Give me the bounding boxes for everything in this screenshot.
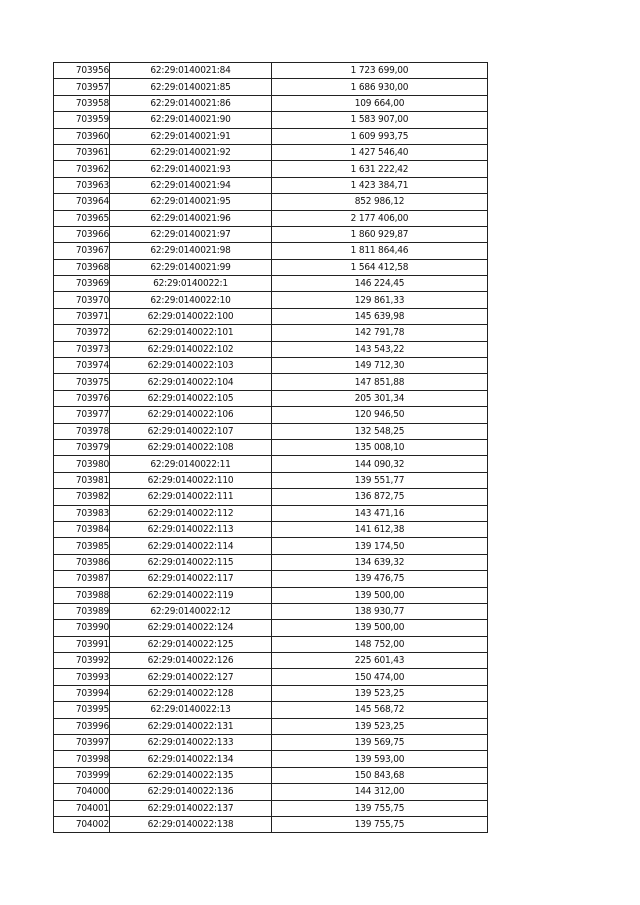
row-number-cell: 703983 bbox=[54, 505, 110, 521]
table-row bbox=[54, 374, 488, 390]
row-number-cell: 703984 bbox=[54, 521, 110, 537]
cadastral-number-cell: 62:29:0140022:102 bbox=[110, 341, 272, 357]
row-number-cell: 703961 bbox=[54, 144, 110, 160]
table-row bbox=[54, 685, 488, 701]
cadastral-value-cell: 139 174,50 bbox=[272, 538, 488, 554]
table-row bbox=[54, 407, 488, 423]
cadastral-number-cell: 62:29:0140021:92 bbox=[110, 144, 272, 160]
row-number-cell: 703986 bbox=[54, 554, 110, 570]
cadastral-number-cell: 62:29:0140022:104 bbox=[110, 374, 272, 390]
table-row bbox=[54, 505, 488, 521]
cadastral-value-cell: 852 986,12 bbox=[272, 194, 488, 210]
cadastral-number-cell: 62:29:0140022:125 bbox=[110, 636, 272, 652]
table-row bbox=[54, 95, 488, 111]
row-number-cell: 704000 bbox=[54, 784, 110, 800]
table-row bbox=[54, 390, 488, 406]
row-number-cell: 703996 bbox=[54, 718, 110, 734]
cadastral-value-cell: 150 474,00 bbox=[272, 669, 488, 685]
table-row bbox=[54, 456, 488, 472]
cadastral-value-cell: 138 930,77 bbox=[272, 603, 488, 619]
cadastral-value-cell: 150 843,68 bbox=[272, 767, 488, 783]
row-number-cell: 703959 bbox=[54, 112, 110, 128]
cadastral-value-cell: 139 551,77 bbox=[272, 472, 488, 488]
table-row bbox=[54, 735, 488, 751]
cadastral-value-cell: 1 583 907,00 bbox=[272, 112, 488, 128]
row-number-cell: 703988 bbox=[54, 587, 110, 603]
row-number-cell: 703972 bbox=[54, 325, 110, 341]
cadastral-number-cell: 62:29:0140022:136 bbox=[110, 784, 272, 800]
row-number-cell: 703992 bbox=[54, 653, 110, 669]
table-row bbox=[54, 636, 488, 652]
cadastral-value-cell: 139 569,75 bbox=[272, 735, 488, 751]
table-row bbox=[54, 210, 488, 226]
table-row bbox=[54, 79, 488, 95]
cadastral-number-cell: 62:29:0140022:117 bbox=[110, 571, 272, 587]
row-number-cell: 703967 bbox=[54, 243, 110, 259]
table-row bbox=[54, 439, 488, 455]
table-row bbox=[54, 276, 488, 292]
row-number-cell: 703989 bbox=[54, 603, 110, 619]
table-row bbox=[54, 587, 488, 603]
cadastral-number-cell: 62:29:0140021:95 bbox=[110, 194, 272, 210]
cadastral-number-cell: 62:29:0140022:137 bbox=[110, 800, 272, 816]
cadastral-value-table bbox=[53, 62, 488, 833]
table-row bbox=[54, 243, 488, 259]
row-number-cell: 703997 bbox=[54, 735, 110, 751]
cadastral-number-cell: 62:29:0140022:103 bbox=[110, 358, 272, 374]
table-row bbox=[54, 308, 488, 324]
table-row bbox=[54, 816, 488, 832]
cadastral-value-cell: 139 593,00 bbox=[272, 751, 488, 767]
cadastral-value-cell: 143 543,22 bbox=[272, 341, 488, 357]
cadastral-number-cell: 62:29:0140022:133 bbox=[110, 735, 272, 751]
row-number-cell: 703980 bbox=[54, 456, 110, 472]
cadastral-value-cell: 139 476,75 bbox=[272, 571, 488, 587]
cadastral-number-cell: 62:29:0140021:91 bbox=[110, 128, 272, 144]
cadastral-value-cell: 1 723 699,00 bbox=[272, 63, 488, 79]
table-row bbox=[54, 767, 488, 783]
cadastral-number-cell: 62:29:0140022:126 bbox=[110, 653, 272, 669]
table-row bbox=[54, 538, 488, 554]
row-number-cell: 703971 bbox=[54, 308, 110, 324]
table-row bbox=[54, 702, 488, 718]
cadastral-number-cell: 62:29:0140022:107 bbox=[110, 423, 272, 439]
cadastral-number-cell: 62:29:0140022:128 bbox=[110, 685, 272, 701]
cadastral-value-cell: 129 861,33 bbox=[272, 292, 488, 308]
cadastral-value-cell: 144 090,32 bbox=[272, 456, 488, 472]
cadastral-number-cell: 62:29:0140021:85 bbox=[110, 79, 272, 95]
table-body bbox=[54, 63, 488, 833]
row-number-cell: 703981 bbox=[54, 472, 110, 488]
cadastral-number-cell: 62:29:0140022:111 bbox=[110, 489, 272, 505]
cadastral-value-cell: 139 523,25 bbox=[272, 685, 488, 701]
cadastral-number-cell: 62:29:0140021:86 bbox=[110, 95, 272, 111]
cadastral-number-cell: 62:29:0140021:98 bbox=[110, 243, 272, 259]
row-number-cell: 703990 bbox=[54, 620, 110, 636]
cadastral-number-cell: 62:29:0140022:106 bbox=[110, 407, 272, 423]
cadastral-value-cell: 2 177 406,00 bbox=[272, 210, 488, 226]
row-number-cell: 703963 bbox=[54, 177, 110, 193]
cadastral-number-cell: 62:29:0140022:101 bbox=[110, 325, 272, 341]
row-number-cell: 703974 bbox=[54, 358, 110, 374]
table-row bbox=[54, 128, 488, 144]
table-row bbox=[54, 472, 488, 488]
table-row bbox=[54, 521, 488, 537]
cadastral-value-cell: 205 301,34 bbox=[272, 390, 488, 406]
cadastral-number-cell: 62:29:0140022:119 bbox=[110, 587, 272, 603]
cadastral-number-cell: 62:29:0140022:113 bbox=[110, 521, 272, 537]
cadastral-value-cell: 143 471,16 bbox=[272, 505, 488, 521]
table-row bbox=[54, 325, 488, 341]
cadastral-number-cell: 62:29:0140022:10 bbox=[110, 292, 272, 308]
row-number-cell: 703960 bbox=[54, 128, 110, 144]
cadastral-number-cell: 62:29:0140022:108 bbox=[110, 439, 272, 455]
row-number-cell: 703978 bbox=[54, 423, 110, 439]
row-number-cell: 703999 bbox=[54, 767, 110, 783]
table-row bbox=[54, 718, 488, 734]
cadastral-value-cell: 139 523,25 bbox=[272, 718, 488, 734]
cadastral-value-cell: 132 548,25 bbox=[272, 423, 488, 439]
table-row bbox=[54, 800, 488, 816]
table-row bbox=[54, 669, 488, 685]
cadastral-number-cell: 62:29:0140021:96 bbox=[110, 210, 272, 226]
cadastral-value-cell: 120 946,50 bbox=[272, 407, 488, 423]
cadastral-value-cell: 139 755,75 bbox=[272, 816, 488, 832]
cadastral-number-cell: 62:29:0140021:94 bbox=[110, 177, 272, 193]
row-number-cell: 703965 bbox=[54, 210, 110, 226]
table-row bbox=[54, 489, 488, 505]
row-number-cell: 704001 bbox=[54, 800, 110, 816]
table-row bbox=[54, 620, 488, 636]
row-number-cell: 703956 bbox=[54, 63, 110, 79]
table-row bbox=[54, 112, 488, 128]
cadastral-number-cell: 62:29:0140022:134 bbox=[110, 751, 272, 767]
cadastral-value-cell: 1 631 222,42 bbox=[272, 161, 488, 177]
cadastral-number-cell: 62:29:0140022:112 bbox=[110, 505, 272, 521]
table-row bbox=[54, 226, 488, 242]
row-number-cell: 703975 bbox=[54, 374, 110, 390]
cadastral-number-cell: 62:29:0140021:93 bbox=[110, 161, 272, 177]
table-row bbox=[54, 341, 488, 357]
cadastral-value-cell: 148 752,00 bbox=[272, 636, 488, 652]
table-row bbox=[54, 423, 488, 439]
table-row bbox=[54, 653, 488, 669]
row-number-cell: 703993 bbox=[54, 669, 110, 685]
table-row bbox=[54, 161, 488, 177]
cadastral-value-cell: 134 639,32 bbox=[272, 554, 488, 570]
row-number-cell: 703985 bbox=[54, 538, 110, 554]
row-number-cell: 703964 bbox=[54, 194, 110, 210]
cadastral-number-cell: 62:29:0140022:124 bbox=[110, 620, 272, 636]
cadastral-value-cell: 135 008,10 bbox=[272, 439, 488, 455]
cadastral-number-cell: 62:29:0140022:110 bbox=[110, 472, 272, 488]
row-number-cell: 703977 bbox=[54, 407, 110, 423]
cadastral-value-cell: 144 312,00 bbox=[272, 784, 488, 800]
cadastral-value-cell: 1 811 864,46 bbox=[272, 243, 488, 259]
cadastral-value-cell: 225 601,43 bbox=[272, 653, 488, 669]
table-row bbox=[54, 751, 488, 767]
row-number-cell: 703969 bbox=[54, 276, 110, 292]
table-row bbox=[54, 603, 488, 619]
table-row bbox=[54, 63, 488, 79]
cadastral-value-cell: 141 612,38 bbox=[272, 521, 488, 537]
cadastral-number-cell: 62:29:0140021:99 bbox=[110, 259, 272, 275]
row-number-cell: 703957 bbox=[54, 79, 110, 95]
cadastral-number-cell: 62:29:0140022:1 bbox=[110, 276, 272, 292]
table-row bbox=[54, 571, 488, 587]
cadastral-number-cell: 62:29:0140022:12 bbox=[110, 603, 272, 619]
cadastral-value-cell: 145 639,98 bbox=[272, 308, 488, 324]
row-number-cell: 704002 bbox=[54, 816, 110, 832]
table-row bbox=[54, 259, 488, 275]
table-row bbox=[54, 784, 488, 800]
cadastral-number-cell: 62:29:0140022:138 bbox=[110, 816, 272, 832]
cadastral-value-cell: 136 872,75 bbox=[272, 489, 488, 505]
row-number-cell: 703991 bbox=[54, 636, 110, 652]
cadastral-number-cell: 62:29:0140022:115 bbox=[110, 554, 272, 570]
table-row bbox=[54, 292, 488, 308]
row-number-cell: 703970 bbox=[54, 292, 110, 308]
cadastral-value-cell: 1 427 546,40 bbox=[272, 144, 488, 160]
row-number-cell: 703987 bbox=[54, 571, 110, 587]
cadastral-value-cell: 1 686 930,00 bbox=[272, 79, 488, 95]
cadastral-number-cell: 62:29:0140021:97 bbox=[110, 226, 272, 242]
row-number-cell: 703995 bbox=[54, 702, 110, 718]
cadastral-number-cell: 62:29:0140022:114 bbox=[110, 538, 272, 554]
cadastral-number-cell: 62:29:0140022:127 bbox=[110, 669, 272, 685]
table-row bbox=[54, 194, 488, 210]
row-number-cell: 703968 bbox=[54, 259, 110, 275]
row-number-cell: 703973 bbox=[54, 341, 110, 357]
cadastral-number-cell: 62:29:0140022:105 bbox=[110, 390, 272, 406]
cadastral-value-cell: 1 423 384,71 bbox=[272, 177, 488, 193]
table-row bbox=[54, 144, 488, 160]
row-number-cell: 703958 bbox=[54, 95, 110, 111]
cadastral-value-cell: 1 860 929,87 bbox=[272, 226, 488, 242]
cadastral-value-cell: 145 568,72 bbox=[272, 702, 488, 718]
cadastral-number-cell: 62:29:0140022:100 bbox=[110, 308, 272, 324]
cadastral-value-cell: 139 755,75 bbox=[272, 800, 488, 816]
cadastral-value-cell: 147 851,88 bbox=[272, 374, 488, 390]
cadastral-value-cell: 1 564 412,58 bbox=[272, 259, 488, 275]
cadastral-number-cell: 62:29:0140021:90 bbox=[110, 112, 272, 128]
cadastral-value-cell: 1 609 993,75 bbox=[272, 128, 488, 144]
row-number-cell: 703966 bbox=[54, 226, 110, 242]
row-number-cell: 703994 bbox=[54, 685, 110, 701]
cadastral-number-cell: 62:29:0140021:84 bbox=[110, 63, 272, 79]
row-number-cell: 703982 bbox=[54, 489, 110, 505]
row-number-cell: 703962 bbox=[54, 161, 110, 177]
cadastral-value-cell: 109 664,00 bbox=[272, 95, 488, 111]
cadastral-value-cell: 139 500,00 bbox=[272, 620, 488, 636]
cadastral-value-cell: 142 791,78 bbox=[272, 325, 488, 341]
cadastral-number-cell: 62:29:0140022:13 bbox=[110, 702, 272, 718]
row-number-cell: 703998 bbox=[54, 751, 110, 767]
table-row bbox=[54, 358, 488, 374]
cadastral-value-cell: 149 712,30 bbox=[272, 358, 488, 374]
row-number-cell: 703976 bbox=[54, 390, 110, 406]
cadastral-number-cell: 62:29:0140022:135 bbox=[110, 767, 272, 783]
cadastral-number-cell: 62:29:0140022:11 bbox=[110, 456, 272, 472]
cadastral-value-cell: 146 224,45 bbox=[272, 276, 488, 292]
table-row bbox=[54, 554, 488, 570]
table-row bbox=[54, 177, 488, 193]
row-number-cell: 703979 bbox=[54, 439, 110, 455]
cadastral-value-cell: 139 500,00 bbox=[272, 587, 488, 603]
cadastral-number-cell: 62:29:0140022:131 bbox=[110, 718, 272, 734]
